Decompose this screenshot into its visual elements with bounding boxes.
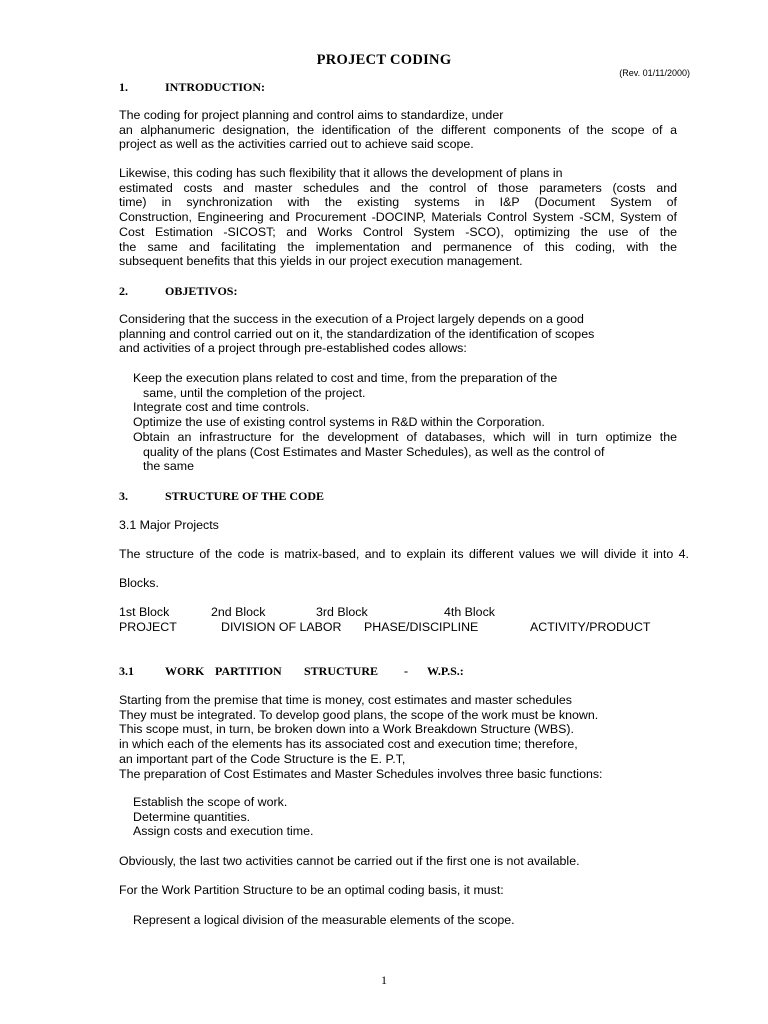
list-item — [119, 415, 677, 430]
list-item — [119, 824, 677, 839]
wps-bullet-list — [119, 795, 677, 839]
text-line: This scope must, in turn, be broken down into a Work Breakdown Structure (WBS). — [119, 722, 574, 737]
document-title: PROJECT CODING — [316, 52, 452, 68]
section-title: INTRODUCTION: — [165, 80, 266, 94]
block-name: PHASE/DISCIPLINE — [364, 620, 479, 634]
text-line: Obviously, the last two activities cannot be carried out if the first one is not available. — [119, 854, 580, 868]
text-line: an alphanumeric designation, the identification of the different components of the scope of a — [119, 122, 677, 137]
blocks-word — [119, 576, 677, 591]
objectives-paragraph — [119, 312, 677, 356]
block-label: 2nd Block — [211, 605, 266, 619]
structure-subheading — [119, 518, 677, 533]
objectives-bullet-list — [119, 371, 677, 474]
section-heading-structure — [119, 489, 324, 504]
list-item-text: Obtain an infrastructure for the development of databases, which will in turn optimize the — [133, 429, 677, 444]
text-line: and activities of a project through pre-established codes allows: — [119, 341, 467, 356]
block-name: DIVISION OF LABOR — [221, 620, 342, 634]
section-number: 3. — [119, 489, 128, 503]
block-name: PROJECT — [119, 620, 177, 634]
text-line: The coding for project planning and control aims to standardize, under — [119, 108, 504, 122]
text-line: time) in synchronization with the existing systems in I&P (Document System of — [119, 195, 677, 210]
section-heading-introduction — [119, 80, 265, 95]
list-item-text: Establish the scope of work. — [133, 795, 288, 809]
text-line: Construction, Engineering and Procurement -DOCINP, Materials Control System -SCM, System of — [119, 210, 677, 225]
wps-heading-part: PARTITION — [215, 664, 282, 678]
list-item-continuation: quality of the plans (Cost Estimates and Master Schedules), as well as the control of — [143, 444, 605, 459]
text-line: The preparation of Cost Estimates and Master Schedules involves three basic functions: — [119, 766, 603, 781]
list-item-text: Determine quantities. — [133, 809, 251, 824]
list-item — [119, 430, 677, 445]
text-line: subsequent benefits that this yields in our project execution management. — [119, 254, 523, 269]
section-number: 1. — [119, 80, 128, 94]
text-line: an important part of the Code Structure is the E. P.T, — [119, 751, 406, 766]
page-number: 1 — [381, 973, 387, 987]
wps-final-bullet — [119, 913, 677, 928]
text-line: estimated costs and master schedules and the control of those parameters (costs and — [119, 180, 677, 195]
wps-optimal-paragraph — [119, 883, 677, 898]
block-label: 4th Block — [444, 605, 495, 619]
wps-heading-part: STRUCTURE — [304, 664, 379, 678]
text-line: The structure of the code is matrix-based, and to explain its different values we will divide it into 4. — [119, 547, 689, 561]
list-item-text: Assign costs and execution time. — [133, 824, 314, 839]
text-line: Considering that the success in the execution of a Project largely depends on a good — [119, 312, 584, 326]
text-line: project as well as the activities carried out to achieve said scope. — [119, 137, 474, 152]
block-label: 3rd Block — [316, 605, 368, 619]
structure-paragraph — [119, 547, 689, 562]
list-item-text: Optimize the use of existing control systems in R&D within the Corporation. — [133, 415, 545, 430]
text-line: They must be integrated. To develop good plans, the scope of the work must be known. — [119, 707, 599, 722]
wps-heading-part: WORK — [165, 664, 205, 678]
wps-heading-part: W.P.S.: — [427, 664, 464, 678]
text-line: Blocks. — [119, 576, 159, 590]
list-item-text: Represent a logical division of the measurable elements of the scope. — [133, 913, 515, 927]
text-line: For the Work Partition Structure to be an optimal coding basis, it must: — [119, 883, 504, 897]
list-item — [119, 400, 677, 415]
section-title: OBJETIVOS: — [165, 284, 238, 298]
list-item-continuation: the same — [143, 459, 194, 474]
wps-obvious-paragraph — [119, 854, 677, 869]
list-item-text: Integrate cost and time controls. — [133, 400, 310, 415]
list-item — [119, 913, 677, 928]
list-item — [119, 810, 677, 825]
revision-date: (Rev. 01/11/2000) — [619, 68, 690, 78]
list-item-continuation: same, until the completion of the project. — [143, 385, 366, 400]
wps-heading-part: 3.1 — [119, 664, 134, 678]
block-name: ACTIVITY/PRODUCT — [530, 620, 651, 634]
intro-paragraph-2 — [119, 166, 677, 269]
text-line: Likewise, this coding has such flexibility that it allows the development of plans in — [119, 166, 563, 180]
text-line: Cost Estimation -SICOST; and Works Control System -SCO), optimizing the use of the — [119, 224, 677, 239]
block-label: 1st Block — [119, 605, 170, 619]
wps-heading-part: - — [404, 664, 408, 678]
list-item — [119, 371, 677, 386]
list-item-text: Keep the execution plans related to cost and time, from the preparation of the — [133, 371, 558, 385]
wps-paragraph — [119, 693, 677, 781]
text-line: the same and facilitating the implementation and permanence of this coding, with the — [119, 239, 677, 254]
intro-paragraph-1 — [119, 108, 677, 152]
section-heading-objectives — [119, 284, 237, 299]
list-item — [119, 795, 677, 810]
subheading-text: 3.1 Major Projects — [119, 518, 219, 532]
text-line: in which each of the elements has its associated cost and execution time; therefore, — [119, 737, 578, 752]
text-line: Starting from the premise that time is money, cost estimates and master schedules — [119, 693, 572, 707]
text-line: planning and control carried out on it, the standardization of the identification of scopes — [119, 326, 595, 341]
section-number: 2. — [119, 284, 128, 298]
section-title: STRUCTURE OF THE CODE — [165, 489, 325, 503]
